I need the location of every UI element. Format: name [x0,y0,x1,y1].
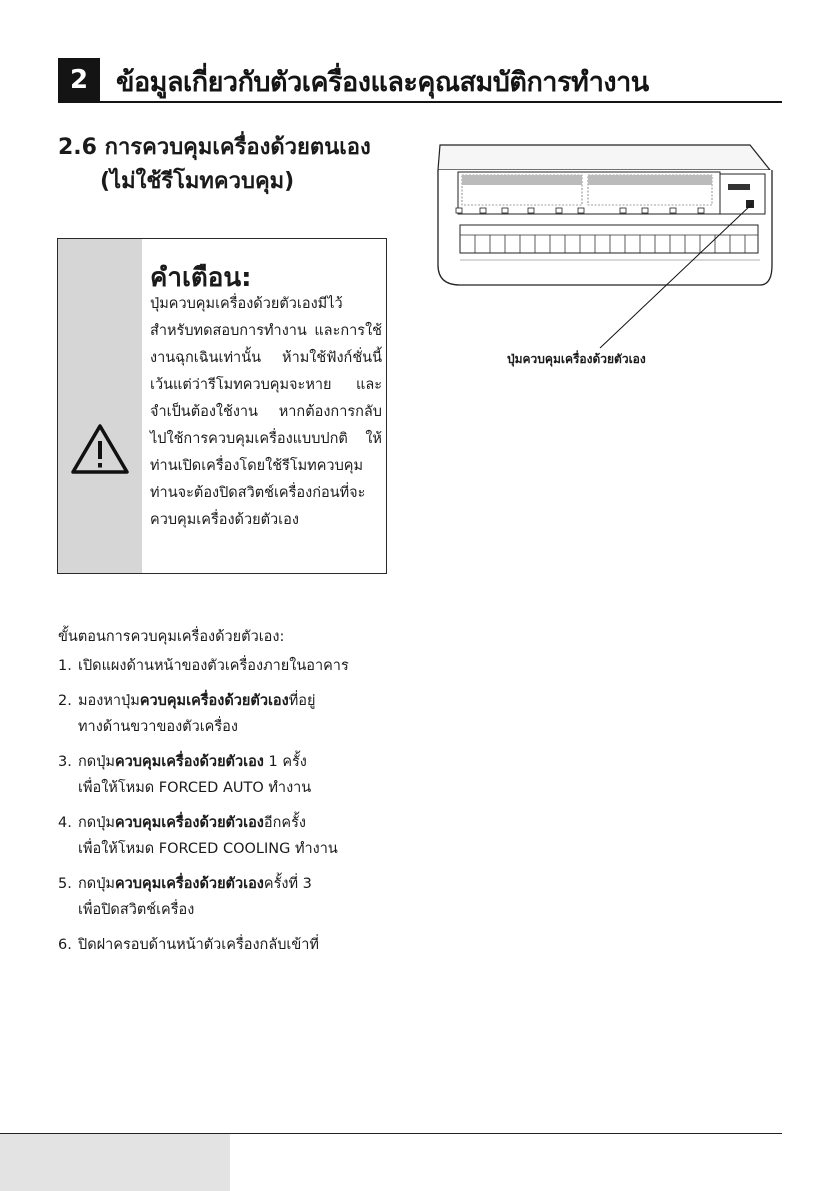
steps-list [58,653,388,967]
step-bold-text: ควบคุมเครื่องด้วยตัวเอง [114,754,264,770]
step-number: 5. [58,876,72,892]
step-item [58,871,388,923]
step-bold-text: ควบคุมเครื่องด้วยตัวเอง [114,815,264,831]
chapter-title: ข้อมูลเกี่ยวกับตัวเครื่องและคุณสมบัติการทำงาน [116,67,649,98]
step-text-after: 1 ครั้ง [263,754,307,770]
step-text-after: ครั้งที่ 3 [263,876,312,892]
chapter-number-badge: 2 [58,58,100,101]
step-text: กดปุ่ม [78,815,115,831]
indoor-unit-illustration [430,140,790,380]
step-continuation: เพื่อให้โหมด FORCED COOLING ทำงาน [78,841,338,857]
manual-control-button-label: ปุ่มควบคุมเครื่องด้วยตัวเอง [507,352,646,366]
step-text-after: อีกครั้ง [263,815,306,831]
warning-side-panel [58,239,142,573]
step-text: กดปุ่ม [78,876,115,892]
step-item [58,749,388,801]
step-number: 4. [58,815,72,831]
step-text-after: ที่อยู่ [288,693,316,709]
chapter-divider [58,101,782,103]
step-item [58,688,388,740]
step-text: มองหาปุ่ม [78,693,140,709]
step-item [58,932,388,958]
warning-title: คำเตือน: [150,263,252,293]
step-bold-text: ควบคุมเครื่องด้วยตัวเอง [114,876,264,892]
step-text: เปิดแผงด้านหน้าของตัวเครื่องภายในอาคาร [78,658,349,674]
step-text: กดปุ่ม [78,754,115,770]
step-text: ปิดฝาครอบด้านหน้าตัวเครื่องกลับเข้าที่ [78,937,319,953]
step-continuation: เพื่อให้โหมด FORCED AUTO ทำงาน [78,780,312,796]
section-heading-line2: (ไม่ใช้รีโมทควบคุม) [100,169,295,194]
step-continuation: ทางด้านขวาของตัวเครื่อง [78,719,238,735]
footer-page-block [0,1134,230,1191]
step-continuation: เพื่อปิดสวิตช์เครื่อง [78,902,195,918]
step-number: 2. [58,693,72,709]
warning-triangle-icon [70,422,130,476]
step-item [58,653,388,679]
section-heading [58,131,371,199]
step-number: 6. [58,937,72,953]
step-item [58,810,388,862]
steps-intro: ขั้นตอนการควบคุมเครื่องด้วยตัวเอง: [58,629,285,645]
step-number: 3. [58,754,72,770]
warning-box [57,238,387,574]
section-heading-line1: 2.6 การควบคุมเครื่องด้วยตนเอง [58,135,371,160]
step-bold-text: ควบคุมเครื่องด้วยตัวเอง [139,693,289,709]
warning-text: ปุ่มควบคุมเครื่องด้วยตัวเองมีไว้สำหรับทดสอบการทำงาน และการใช้งานฉุกเฉินเท่านั้น ห้ามใช้ฟังก์ชั่นนี้ เว้นแต่ว่ารีโมทควบคุมจะหาย และจำเป็นต้องใช้งาน หากต้องการกลับไปใช้การควบคุมเครื่องแบบปกติ ให้ท่านเปิดเครื่องโดยใช้รีโมทควบคุม ท่านจะต้องปิดสวิตช์เครื่องก่อนที่จะควบคุมเครื่องด้วยตัวเอง [150,296,382,528]
step-number: 1. [58,658,72,674]
